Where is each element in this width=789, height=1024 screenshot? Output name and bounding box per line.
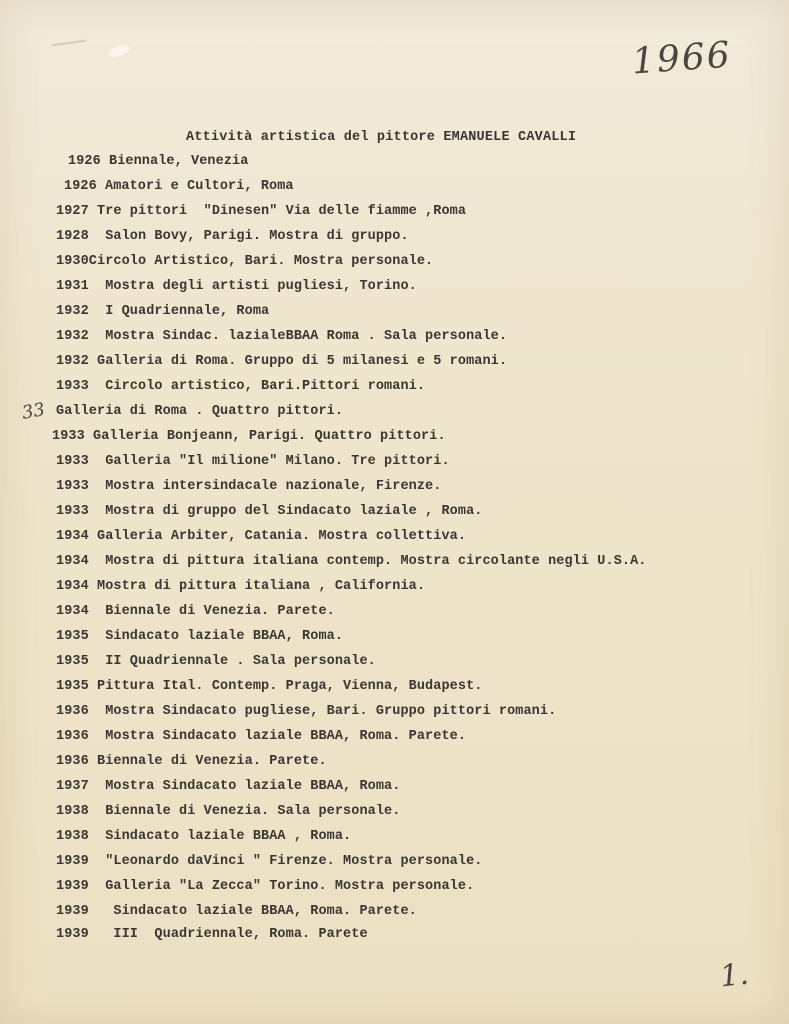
list-item: 1935 Sindacato laziale BBAA, Roma. bbox=[56, 629, 344, 644]
document-title: Attività artistica del pittore EMANUELE CAVALLI bbox=[186, 130, 577, 145]
list-item: 1933 Galleria Bonjeann, Parigi. Quattro pittori. bbox=[52, 429, 446, 444]
list-item: 1930Circolo Artistico, Bari. Mostra personale. bbox=[56, 254, 434, 269]
list-item: 1932 I Quadriennale, Roma bbox=[56, 304, 270, 319]
list-item: 1928 Salon Bovy, Parigi. Mostra di gruppo. bbox=[56, 229, 409, 244]
list-item: 1926 Biennale, Venezia bbox=[68, 154, 249, 169]
handwritten-year: 1966 bbox=[630, 34, 733, 83]
list-item: 1926 Amatori e Cultori, Roma bbox=[64, 179, 294, 194]
list-item: 1934 Mostra di pittura italiana , California. bbox=[56, 579, 426, 594]
paper-crease bbox=[52, 40, 86, 47]
list-item: 1938 Biennale di Venezia. Sala personale. bbox=[56, 804, 401, 819]
list-item: 1939 Galleria "La Zecca" Torino. Mostra personale. bbox=[56, 879, 475, 894]
list-item: 1927 Tre pittori "Dinesen" Via delle fiamme ,Roma bbox=[56, 204, 467, 219]
list-item: 1935 II Quadriennale . Sala personale. bbox=[56, 654, 376, 669]
list-item: 1939 "Leonardo daVinci " Firenze. Mostra personale. bbox=[56, 854, 483, 869]
list-item: 1932 Galleria di Roma. Gruppo di 5 milanesi e 5 romani. bbox=[56, 354, 508, 369]
list-item: 1932 Mostra Sindac. lazialeBBAA Roma . Sala personale. bbox=[56, 329, 508, 344]
list-item: Galleria di Roma . Quattro pittori. bbox=[56, 404, 344, 419]
list-item: 1936 Mostra Sindacato laziale BBAA, Roma. Parete. bbox=[56, 729, 467, 744]
list-item: 1931 Mostra degli artisti pugliesi, Torino. bbox=[56, 279, 417, 294]
list-item: 1934 Mostra di pittura italiana contemp. Mostra circolante negli U.S.A. bbox=[56, 554, 647, 569]
list-item: 1933 Circolo artistico, Bari.Pittori romani. bbox=[56, 379, 426, 394]
list-item: 1939 Sindacato laziale BBAA, Roma. Parete. bbox=[56, 904, 417, 919]
list-item: 1936 Biennale di Venezia. Parete. bbox=[56, 754, 327, 769]
list-item: 1939 III Quadriennale, Roma. Parete bbox=[56, 927, 368, 942]
handwritten-margin-note: 33 bbox=[20, 399, 47, 424]
list-item: 1933 Mostra di gruppo del Sindacato laziale , Roma. bbox=[56, 504, 483, 519]
list-item: 1936 Mostra Sindacato pugliese, Bari. Gruppo pittori romani. bbox=[56, 704, 557, 719]
list-item: 1934 Galleria Arbiter, Catania. Mostra collettiva. bbox=[56, 529, 467, 544]
list-item: 1937 Mostra Sindacato laziale BBAA, Roma. bbox=[56, 779, 401, 794]
list-item: 1933 Galleria "Il milione" Milano. Tre pittori. bbox=[56, 454, 450, 469]
handwritten-page-number: 1. bbox=[718, 956, 751, 995]
punch-hole bbox=[107, 43, 131, 59]
list-item: 1935 Pittura Ital. Contemp. Praga, Vienna, Budapest. bbox=[56, 679, 483, 694]
list-item: 1934 Biennale di Venezia. Parete. bbox=[56, 604, 335, 619]
list-item: 1933 Mostra intersindacale nazionale, Firenze. bbox=[56, 479, 442, 494]
list-item: 1938 Sindacato laziale BBAA , Roma. bbox=[56, 829, 352, 844]
